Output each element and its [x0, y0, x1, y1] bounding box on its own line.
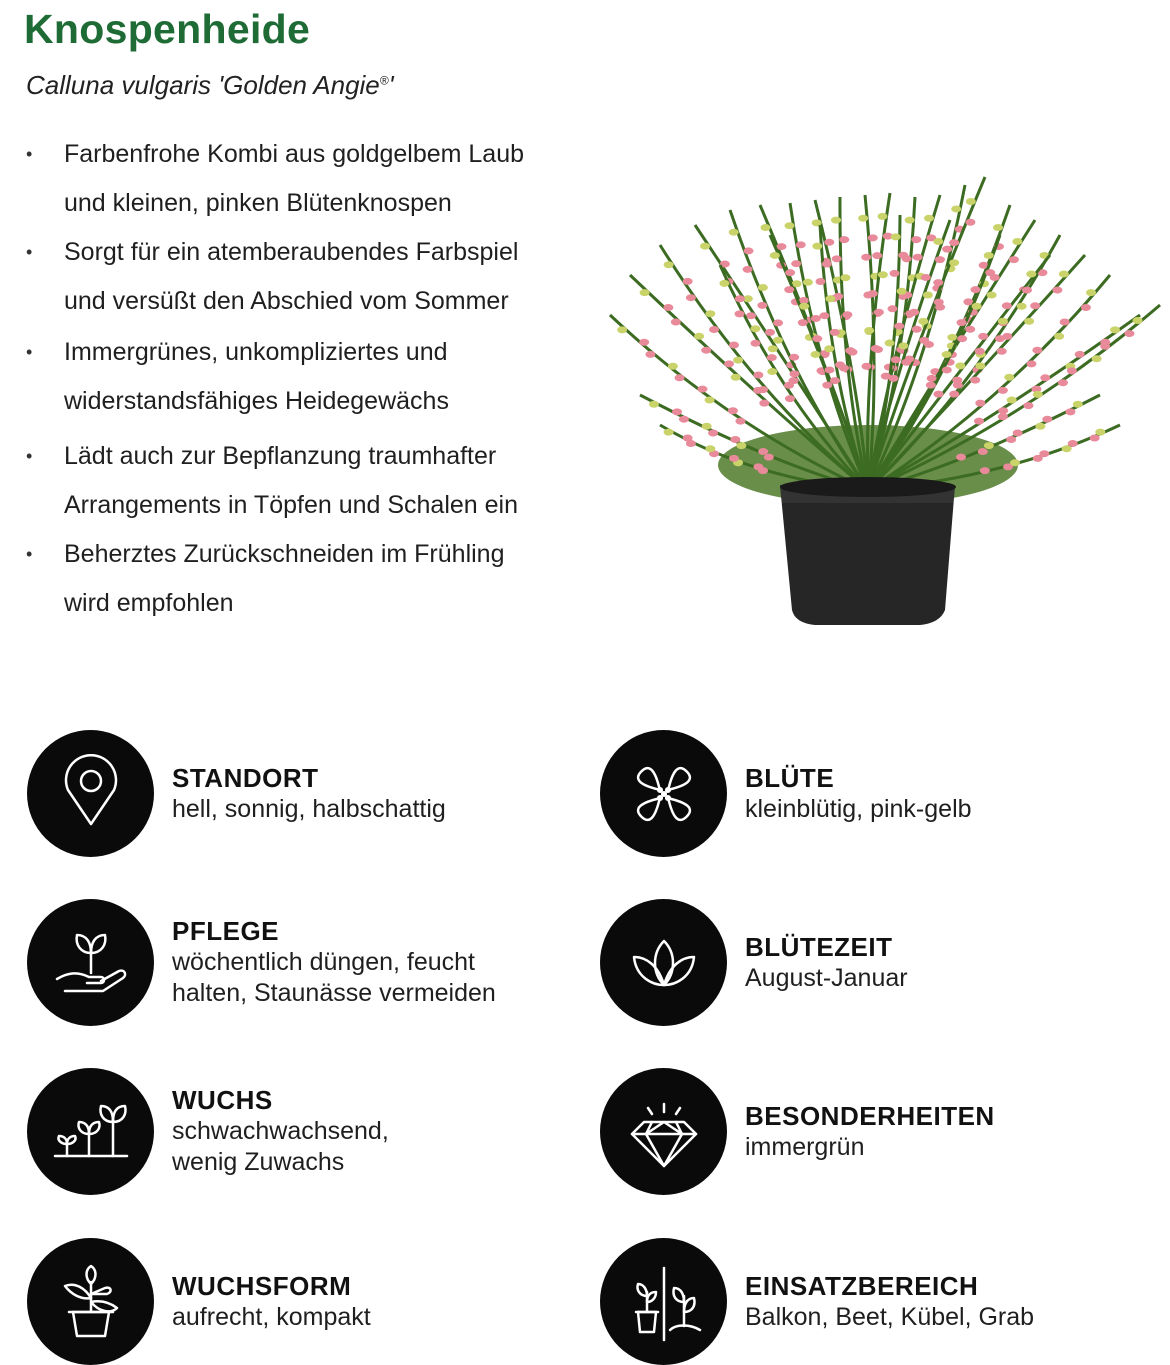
feature-label: PFLEGE	[172, 916, 280, 946]
bullet-item	[24, 130, 584, 228]
product-title: Knospenheide	[24, 6, 311, 52]
feature-label: STANDORT	[172, 762, 319, 793]
feature-label: EINSATZBEREICH	[745, 1270, 979, 1301]
trademark-symbol: ®	[379, 73, 389, 88]
bullet-line: Immergrünes, unkompliziertes und	[64, 338, 448, 366]
plant-foliage	[610, 177, 1160, 505]
feature-standort	[27, 730, 446, 857]
bullet-item	[24, 530, 584, 628]
feature-label: BLÜTE	[745, 762, 835, 793]
bullet-line: Sorgt für ein atemberaubendes Farbspiel	[64, 238, 519, 266]
feature-label: BESONDERHEITEN	[745, 1100, 995, 1131]
feature-bluetezeit	[600, 899, 908, 1026]
pot-and-ground-plant-icon	[600, 1238, 727, 1365]
feature-wuchs	[27, 1068, 389, 1195]
botanical-name	[26, 70, 394, 101]
feature-bluete	[600, 730, 972, 857]
feature-value: schwachwachsend,	[172, 1117, 389, 1145]
diamond-icon	[600, 1068, 727, 1195]
botanical-name-suffix: '	[388, 70, 394, 100]
lotus-icon	[600, 899, 727, 1026]
feature-value: hell, sonnig, halbschattig	[172, 794, 446, 823]
bullet-line: Lädt auch zur Bepflanzung traumhafter	[64, 442, 497, 470]
bullet-line: widerstandsfähiges Heidegewächs	[64, 387, 449, 415]
potted-plant-icon	[27, 1238, 154, 1365]
feature-label: WUCHSFORM	[172, 1270, 352, 1301]
feature-value: August-Januar	[745, 963, 908, 992]
bullet-line: wird empfohlen	[64, 589, 234, 617]
feature-besonderheiten	[600, 1068, 995, 1195]
location-pin-icon	[27, 730, 154, 857]
feature-wuchsform	[27, 1238, 371, 1365]
plant-pot	[780, 477, 956, 625]
feature-value: wöchentlich düngen, feucht	[172, 948, 475, 976]
feature-value: kleinblütig, pink-gelb	[745, 794, 972, 823]
bullet-line: und kleinen, pinken Blütenknospen	[64, 189, 452, 217]
feature-value: immergrün	[745, 1132, 865, 1161]
feature-einsatzbereich	[600, 1238, 1034, 1365]
feature-pflege	[27, 899, 496, 1026]
product-image-heather-plant	[600, 165, 1170, 635]
feature-value: aufrecht, kompakt	[172, 1302, 371, 1331]
botanical-name-text: Calluna vulgaris 'Golden Angie	[26, 70, 380, 100]
bullet-line: Arrangements in Töpfen und Schalen ein	[64, 491, 519, 519]
bullet-line: Farbenfrohe Kombi aus goldgelbem Laub	[64, 140, 525, 168]
feature-label: WUCHS	[172, 1085, 273, 1115]
bullet-line: Beherztes Zurückschneiden im Frühling	[64, 540, 505, 568]
flower-icon	[600, 730, 727, 857]
hand-sprout-icon	[27, 899, 154, 1026]
feature-value: Balkon, Beet, Kübel, Grab	[745, 1302, 1035, 1331]
bullet-item	[24, 328, 584, 426]
bullet-item	[24, 228, 584, 326]
feature-value: halten, Staunässe vermeiden	[172, 979, 496, 1007]
growing-sprouts-icon	[27, 1068, 154, 1195]
bullet-line: und versüßt den Abschied vom Sommer	[64, 287, 509, 315]
feature-label: BLÜTEZEIT	[745, 931, 893, 962]
bullet-item	[24, 432, 584, 530]
feature-value: wenig Zuwachs	[172, 1148, 345, 1176]
feature-bullet-list	[24, 130, 584, 628]
